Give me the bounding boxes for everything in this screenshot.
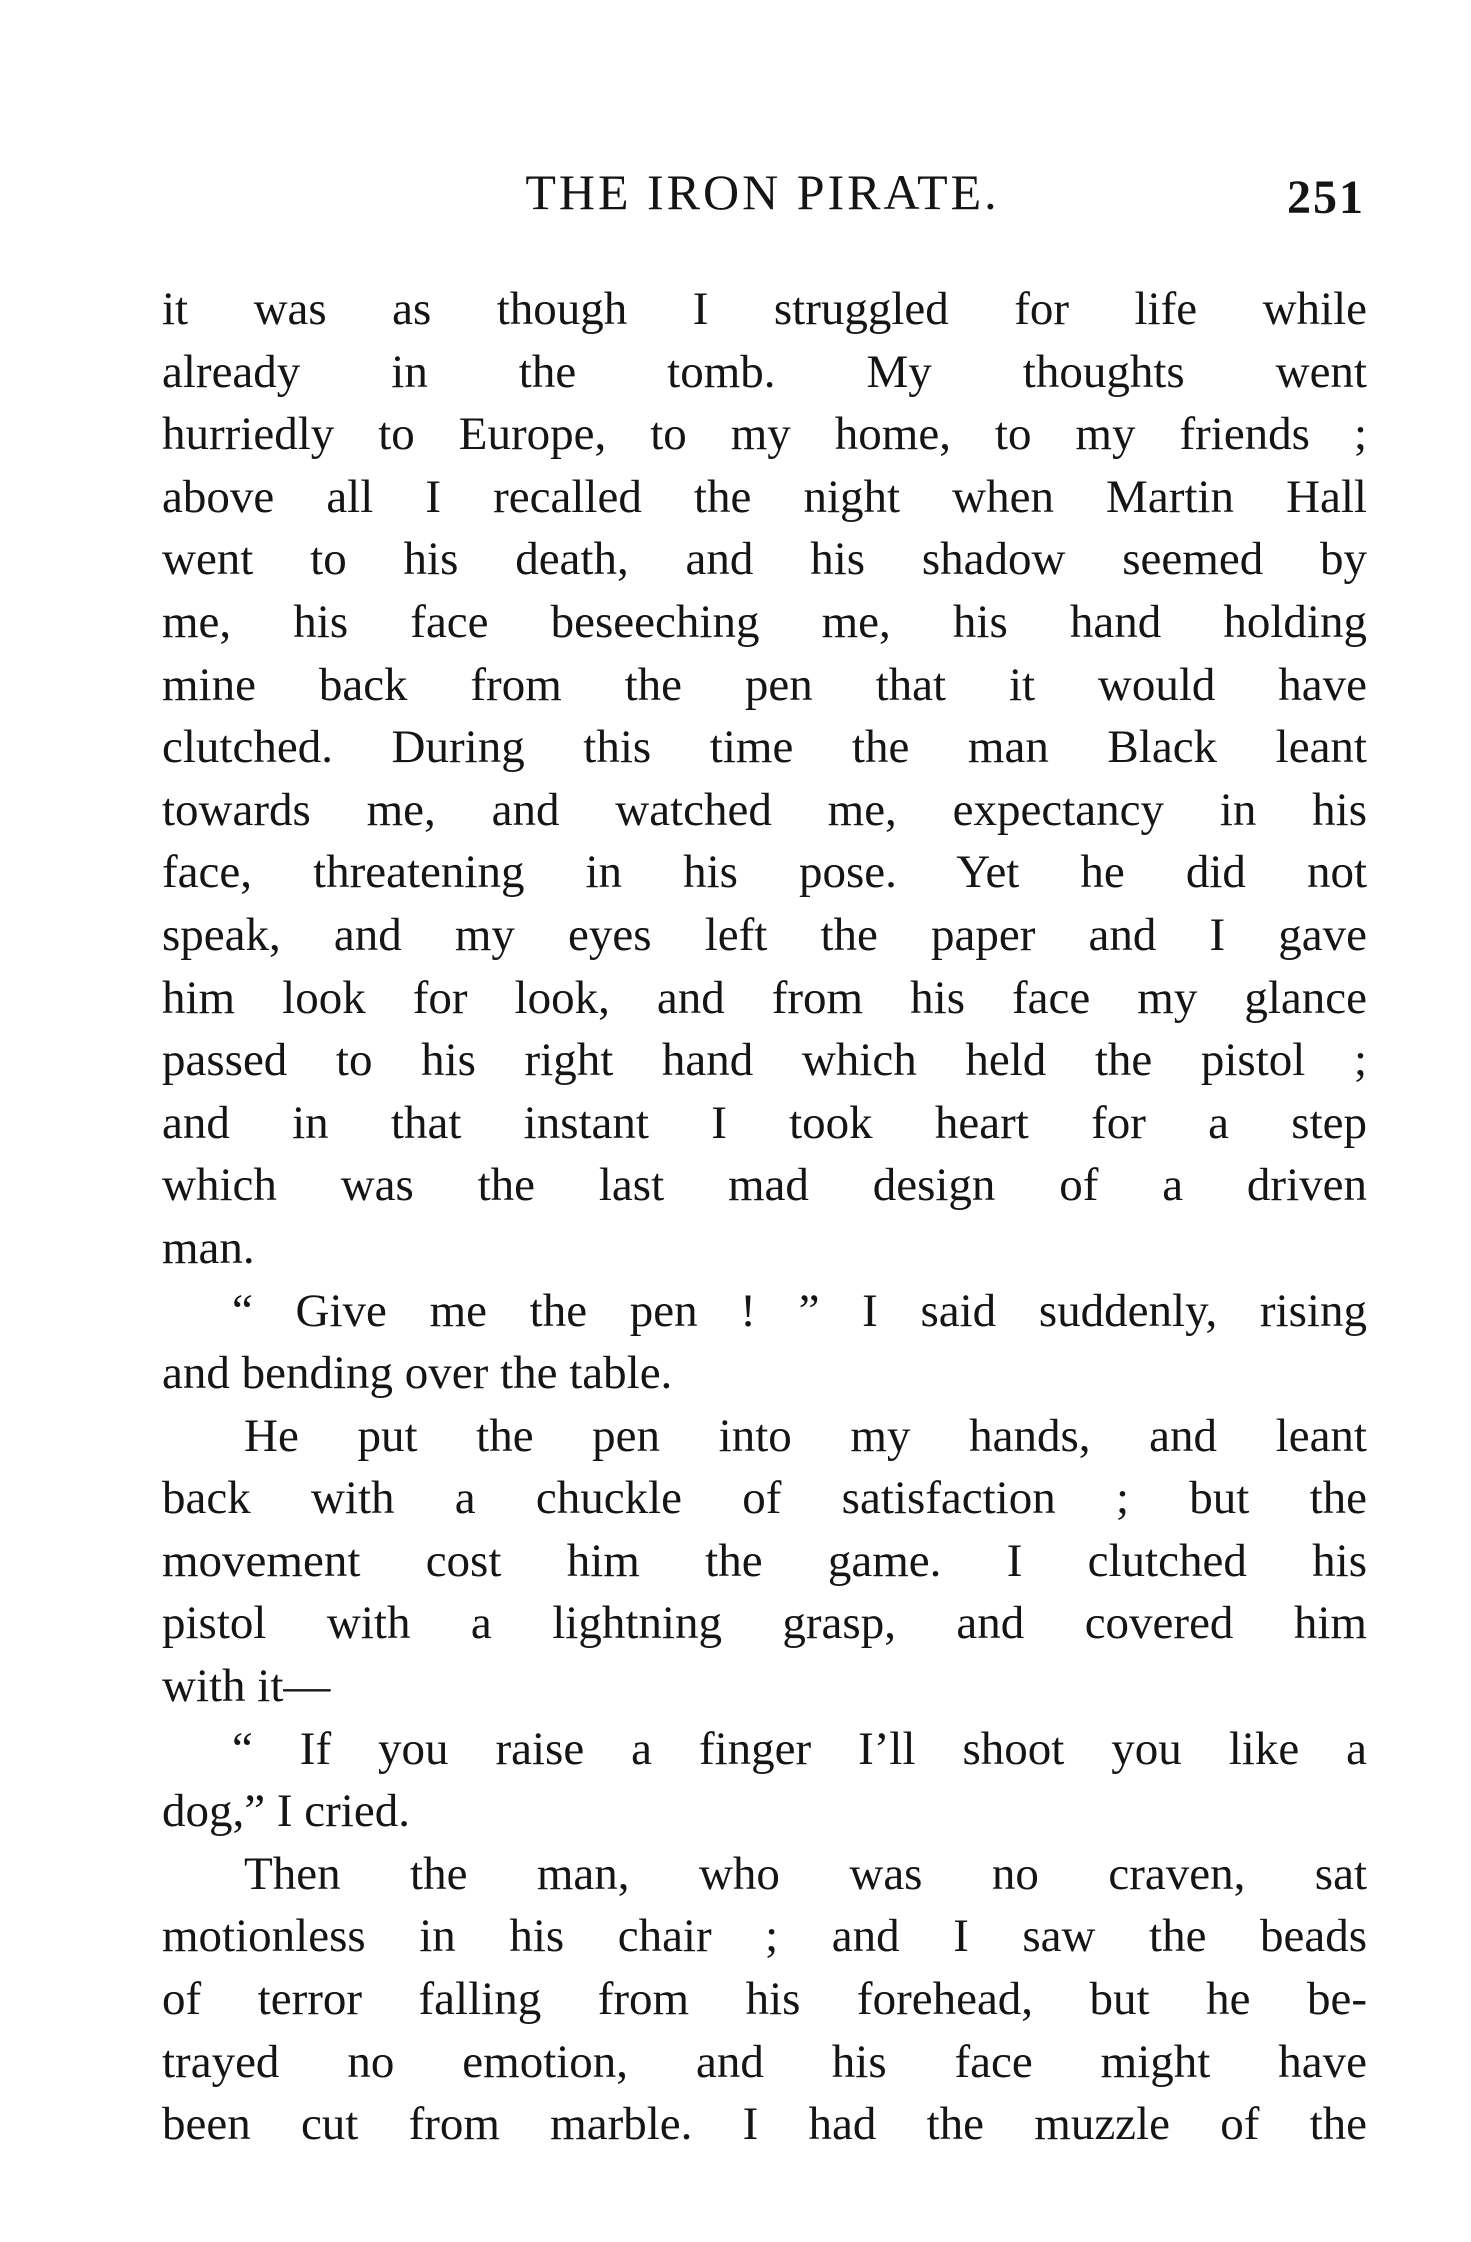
text-line: and in that instant I took heart for a step: [162, 1096, 1367, 1149]
running-title: THE IRON PIRATE.: [525, 164, 1000, 220]
text-line: man.: [162, 1221, 255, 1274]
text-line: dog,” I cried.: [162, 1785, 410, 1838]
text-line: with it—: [162, 1660, 331, 1713]
text-line: speak, and my eyes left the paper and I gave: [162, 908, 1367, 961]
text-line: of terror falling from his forehead, but he be-: [162, 1973, 1367, 2026]
body-text: [162, 278, 1367, 2156]
text-line: and bending over the table.: [162, 1347, 673, 1400]
text-line: passed to his right hand which held the pistol ;: [162, 1034, 1367, 1087]
text-line: movement cost him the game. I clutched his: [162, 1534, 1367, 1587]
text-line: above all I recalled the night when Martin Hall: [162, 470, 1367, 523]
text-line: it was as though I struggled for life while: [162, 283, 1367, 335]
text-line: already in the tomb. My thoughts went: [162, 345, 1367, 398]
text-line: “ Give me the pen ! ” I said suddenly, rising: [232, 1284, 1367, 1337]
text-line: towards me, and watched me, expectancy in his: [162, 783, 1367, 836]
text-line: pistol with a lightning grasp, and covered him: [162, 1597, 1367, 1650]
text-line: me, his face beseeching me, his hand holding: [162, 595, 1367, 648]
text-line: back with a chuckle of satisfaction ; but the: [162, 1472, 1367, 1525]
text-line: mine back from the pen that it would have: [162, 658, 1367, 711]
text-line: “ If you raise a finger I’ll shoot you like a: [232, 1722, 1367, 1775]
text-line: He put the pen into my hands, and leant: [244, 1409, 1367, 1462]
page-number: 251: [1287, 171, 1365, 224]
text-line: trayed no emotion, and his face might have: [162, 2035, 1367, 2088]
text-line: him look for look, and from his face my glance: [162, 971, 1367, 1024]
text-line: clutched. During this time the man Black leant: [162, 721, 1367, 774]
text-line: face, threatening in his pose. Yet he did not: [162, 846, 1367, 899]
text-line: motionless in his chair ; and I saw the beads: [162, 1910, 1367, 1963]
text-line: Then the man, who was no craven, sat: [244, 1847, 1367, 1900]
text-line: hurriedly to Europe, to my home, to my friends ;: [162, 408, 1367, 461]
text-line: which was the last mad design of a driven: [162, 1159, 1367, 1212]
running-head: [160, 150, 1365, 230]
text-line: went to his death, and his shadow seemed by: [162, 533, 1367, 586]
text-line: been cut from marble. I had the muzzle of the: [162, 2098, 1367, 2151]
